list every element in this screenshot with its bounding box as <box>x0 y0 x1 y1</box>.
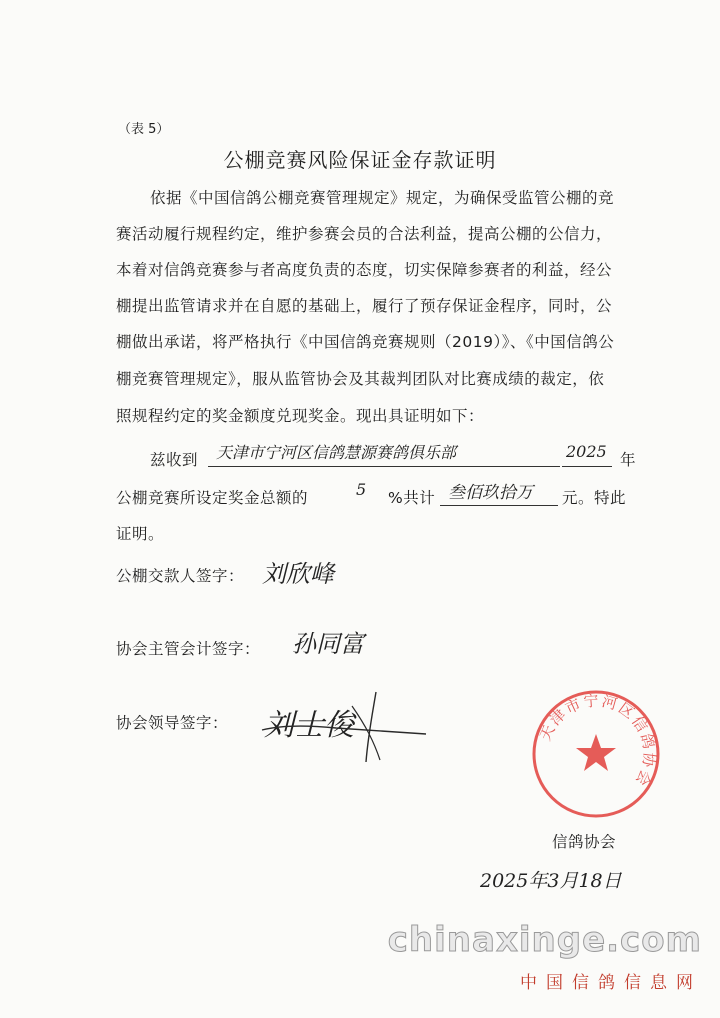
seal-star-icon <box>576 734 616 771</box>
paragraph-line: 棚竞赛管理规定》，服从监管协会及其裁判团队对比赛成绩的裁定，依 <box>116 370 605 388</box>
percent-handwritten: 5 <box>356 480 367 499</box>
amount-underline <box>440 505 558 506</box>
paragraph-line: 照规程约定的奖金额度兑现奖金。现出具证明如下： <box>116 407 485 425</box>
year-underline <box>562 466 612 467</box>
document-title: 公棚竞赛风险保证金存款证明 <box>223 148 497 172</box>
official-seal <box>530 688 662 820</box>
paragraph-line: 依据《中国信鸽公棚竞赛管理规定》规定，为确保受监管公棚的竞 <box>150 189 615 207</box>
accountant-signature: 孙同富 <box>292 630 364 658</box>
paragraph-line: 赛活动履行规程约定，维护参赛会员的合法利益，提高公棚的公信力， <box>116 225 613 243</box>
leader-signature-strokes <box>256 686 436 766</box>
leader-label: 协会领导签字： <box>116 714 229 732</box>
depositor-label: 公棚交款人签字： <box>116 567 245 585</box>
payer-underline <box>208 466 560 467</box>
accountant-label: 协会主管会计签字： <box>116 640 261 658</box>
depositor-signature: 刘欣峰 <box>262 560 334 588</box>
receipt-percent-mid: %共计 <box>388 489 436 507</box>
paragraph-line: 棚提出监管请求并在自愿的基础上，履行了预存保证金程序，同时，公 <box>116 297 613 315</box>
issuer-name: 信鸽协会 <box>552 833 617 851</box>
issue-date-handwritten: 2025年3月18日 <box>480 870 622 892</box>
payer-handwritten: 天津市宁河区信鸽慧源赛鸽俱乐部 <box>216 443 457 462</box>
paragraph-line: 棚做出承诺，将严格执行《中国信鸽竞赛规则（2019）》、《中国信鸽公 <box>116 333 615 351</box>
watermark-site-name: 中国信鸽信息网 <box>520 973 702 993</box>
paragraph-line: 本着对信鸽竞赛参与者高度负责的态度，切实保障参赛者的利益，经公 <box>116 261 613 279</box>
leader-signature: 刘士俊 <box>264 708 354 743</box>
seal-text: 天津市宁河区信鸽协会 <box>536 691 659 791</box>
receipt-line3: 证明。 <box>116 525 165 543</box>
table-number: （表 5） <box>118 122 170 137</box>
watermark-domain: chinaxinge.com <box>387 920 702 960</box>
year-suffix: 年 <box>620 451 637 469</box>
amount-handwritten: 叁佰玖拾万 <box>448 483 533 503</box>
receipt-prefix: 兹收到 <box>150 451 199 469</box>
year-handwritten: 2025 <box>566 442 607 461</box>
amount-suffix: 元。特此 <box>562 489 627 507</box>
receipt-line2-prefix: 公棚竞赛所设定奖金总额的 <box>116 489 309 507</box>
